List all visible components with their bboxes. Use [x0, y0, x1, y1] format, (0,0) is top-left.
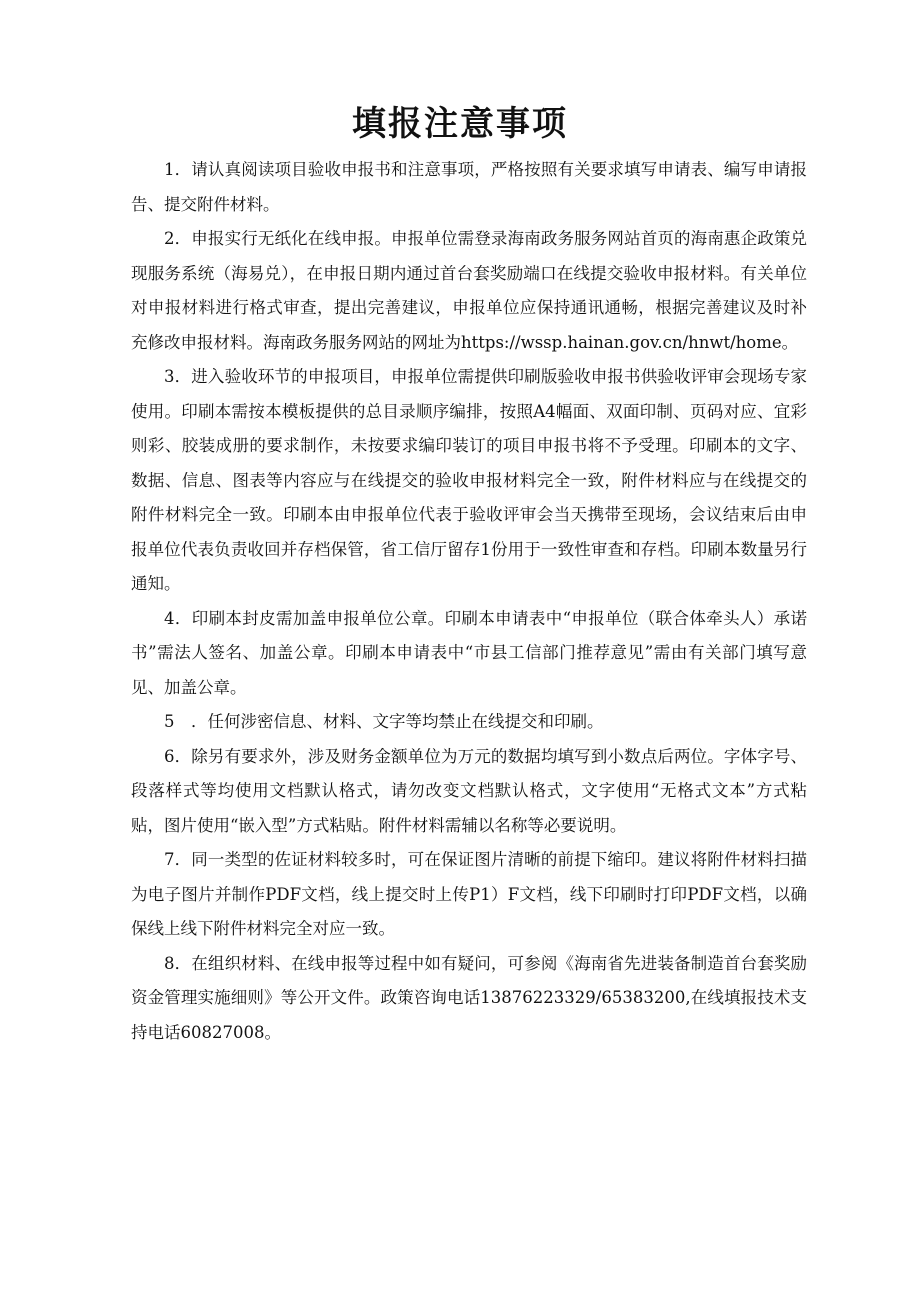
note-paragraph-8: 8．在组织材料、在线申报等过程中如有疑问，可参阅《海南省先进装备制造首台套奖励资金管理实施细则》等公开文件。政策咨询电话13876223329/65383200,在线填报技术支持电话60827008。 — [131, 953, 807, 1042]
note-paragraph-2: 2．申报实行无纸化在线申报。申报单位需登录海南政务服务网站首页的海南惠企政策兑现服务系统（海易兑），在申报日期内通过首台套奖励端口在线提交验收申报材料。有关单位对申报材料进行格式审查，提出完善建议，申报单位应保持通讯通畅，根据完善建议及时补充修改申报材料。海南政务服务网站的网址为https://wssp.hainan.gov.cn/hnwt/home。 — [131, 229, 807, 352]
note-paragraph-1: 1．请认真阅读项目验收申报书和注意事项，严格按照有关要求填写申请表、编写申请报告、提交附件材料。 — [131, 160, 807, 214]
note-paragraph-4: 4．印刷本封皮需加盖申报单位公章。印刷本申请表中“申报单位（联合体牵头人）承诺书”需法人签名、加盖公章。印刷本申请表中“市县工信部门推荐意见”需由有关部门填写意见、加盖公章。 — [131, 608, 807, 697]
notes-body — [131, 153, 807, 1050]
note-paragraph-3: 3．进入验收环节的申报项目，申报单位需提供印刷版验收申报书供验收评审会现场专家使用。印刷本需按本模板提供的总目录顺序编排，按照A4幅面、双面印制、页码对应、宜彩则彩、胶装成册的要求制作，未按要求编印装订的项目申报书将不予受理。印刷本的文字、数据、信息、图表等内容应与在线提交的验收申报材料完全一致，附件材料应与在线提交的附件材料完全一致。印刷本由申报单位代表于验收评审会当天携带至现场，会议结束后由申报单位代表负责收回并存档保管，省工信厅留存1份用于一致性审查和存档。印刷本数量另行通知。 — [131, 367, 807, 593]
page-title: 填报注意事项 — [352, 104, 568, 144]
note-paragraph-7: 7．同一类型的佐证材料较多时，可在保证图片清晰的前提下缩印。建议将附件材料扫描为电子图片并制作PDF文档，线上提交时上传P1）F文档，线下印刷时打印PDF文档，以确保线上线下附件材料完全对应一致。 — [131, 850, 807, 938]
note-paragraph-6: 6．除另有要求外，涉及财务金额单位为万元的数据均填写到小数点后两位。字体字号、段落样式等均使用文档默认格式，请勿改变文档默认格式，文字使用“无格式文本”方式粘贴，图片使用“嵌入型”方式粘贴。附件材料需辅以名称等必要说明。 — [131, 746, 807, 835]
note-paragraph-5: 5 ．任何涉密信息、材料、文字等均禁止在线提交和印刷。 — [164, 712, 604, 731]
